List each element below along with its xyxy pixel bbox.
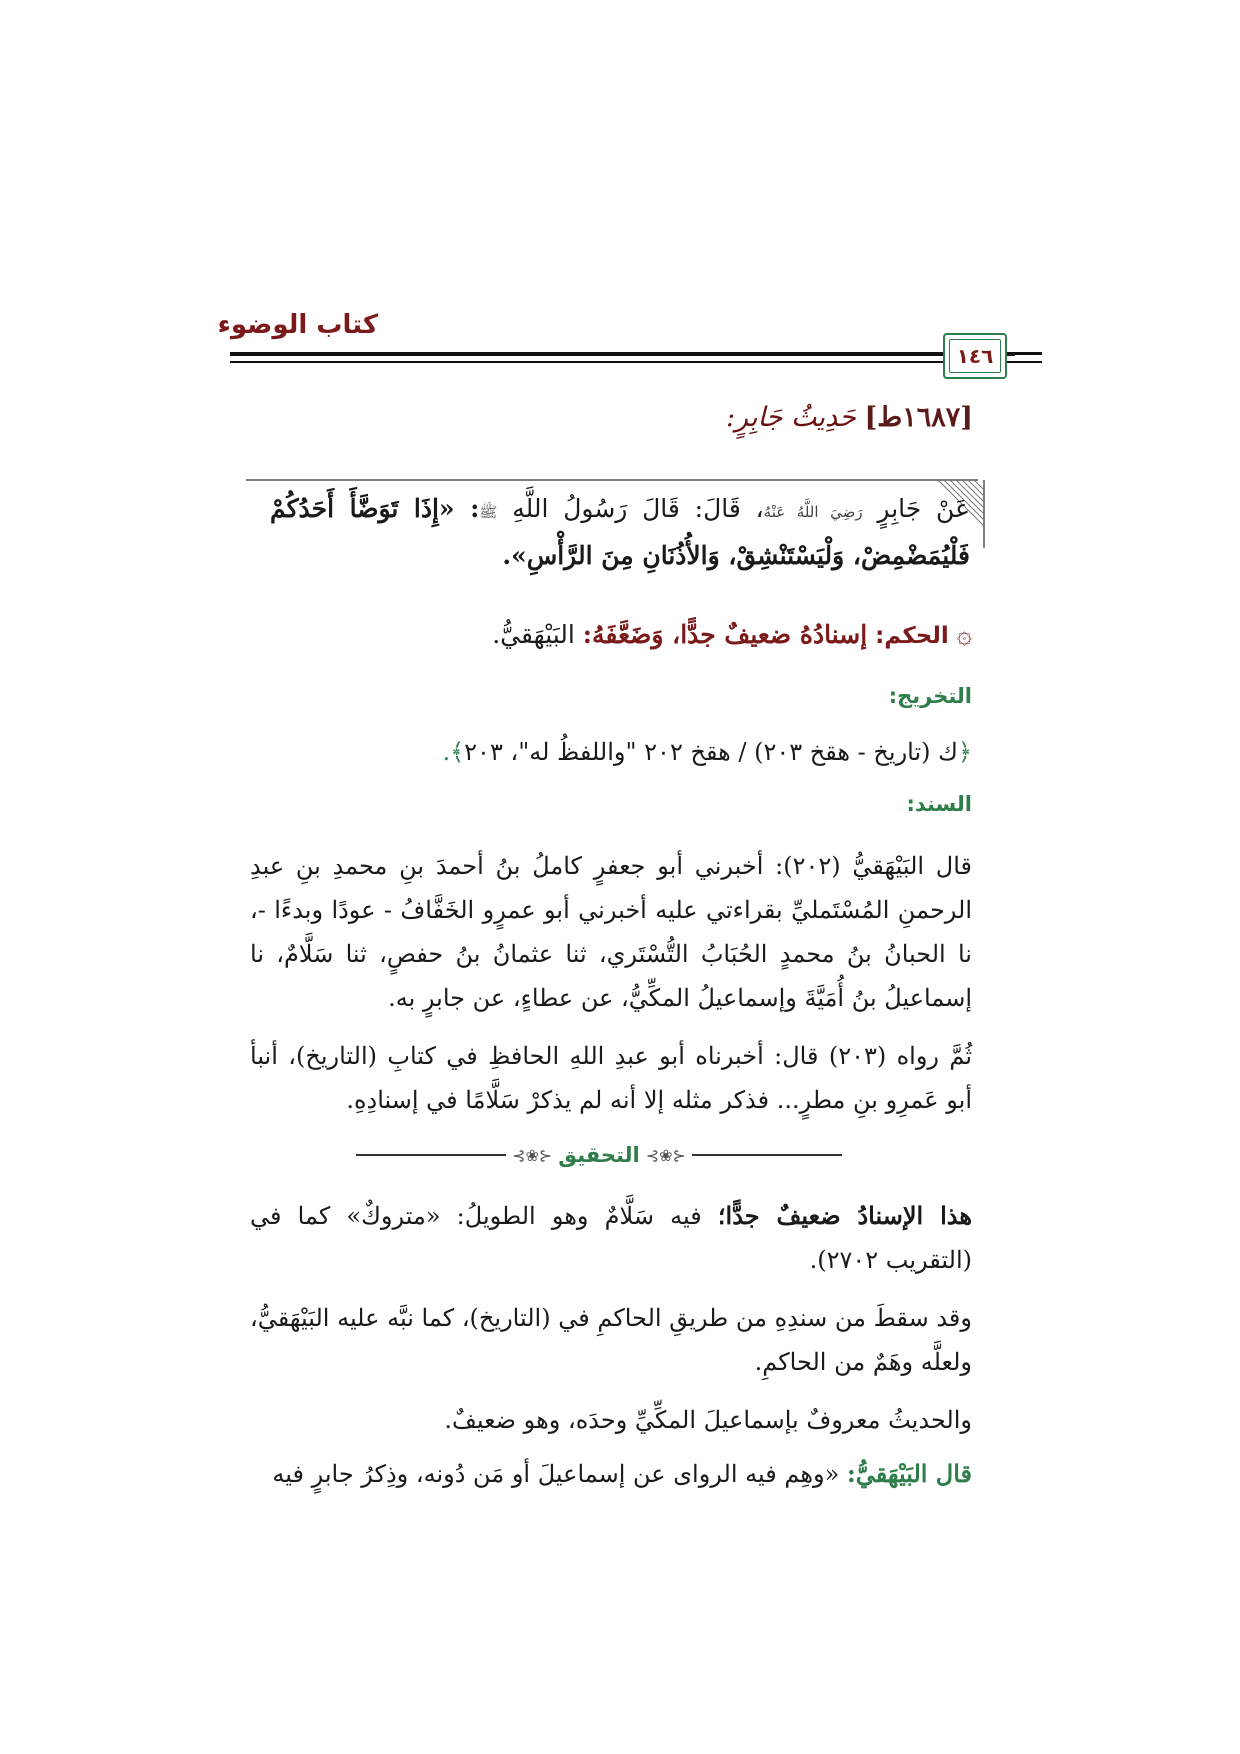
takhrij-line [442,738,972,766]
hadith-text [270,487,970,578]
divider-line-right [692,1154,842,1156]
ruling-line [492,620,972,650]
divider-ornament-left-icon: ⊰❀⊱ [512,1145,553,1165]
tahqiq-p4-lead: قال البَيْهَقيُّ: [846,1459,972,1488]
tahqiq-p1-rest: فيه سَلَّامٌ وهو الطويلُ: «متروكٌ» كما في (التقريب ٢٧٠٢). [250,1202,972,1274]
salla-honorific: ﷺ [479,503,498,521]
takhrij-close-bracket: ﴾. [442,738,465,766]
ruling-by: البَيْهَقيُّ. [492,620,575,649]
radi-honorific: رَضِيَ اللَّهُ عَنْهُ [763,503,863,521]
book-title: كتاب الوضوء [217,310,378,340]
sanad-label: السند: [906,792,972,816]
divider-line-left [356,1154,506,1156]
flower-icon: ۞ [956,620,972,650]
takhrij-text: ك (تاريخ - هقخ ٢٠٣) / هقخ ٢٠٢ "واللفظُ له"، ٢٠٣ [464,738,958,766]
hadith-number: [١٦٨٧ط] [864,402,973,433]
ruling-verdict: إسنادُهُ ضعيفٌ جدًّا، وَضَعَّفَهُ: [582,620,868,649]
page-number-badge [943,333,1007,379]
sanad-paragraph-2: ثُمَّ رواه (٢٠٣) قال: أخبرناه أبو عبدِ اللهِ الحافظِ في كتابِ (التاريخ)، أنبأ أبو عَمرِو بنِ مطرٍ... فذكر مثله إلا أنه لم يذكرْ سَلَّامًا في إسنادِهِ. [250,1042,972,1114]
hadith-title: حَدِيثُ جَابِرٍ: [725,402,856,433]
tahqiq-divider [238,1138,960,1172]
page-number: ١٤٦ [949,339,1001,373]
hadith-quote: : «إِذَا تَوَضَّأَ أَحَدُكُمْ فَلْيُمَضْمِضْ، وَلْيَسْتَنْشِقْ، وَالأُذُنَانِ مِنَ الرَّأْسِ». [270,494,970,570]
header-rule-tail-thin [1012,361,1042,363]
takhrij-label: التخريج: [888,684,972,708]
hadith-mid: ، قَالَ: قَالَ رَسُولُ اللَّهِ [497,494,764,523]
tahqiq-paragraph-1 [250,1194,972,1282]
tahqiq-paragraph-4 [250,1452,972,1496]
header-rule-thick [230,352,1015,356]
divider-ornament-right-icon: ⊰❀⊱ [645,1145,686,1165]
hadith-intro: عَنْ جَابِرٍ [862,494,970,523]
sanad-paragraph-1: قال البَيْهَقيُّ (٢٠٢): أخبرني أبو جعفرٍ كاملُ بنُ أحمدَ بنِ محمدِ بنِ عبدِ الرحمنِ المُسْتَمليِّ بقراءتي عليه أخبرني أبو عمرٍو الخَفَّافُ - عودًا وبدءًا -، نا الحبانُ بنُ محمدٍ الحُبَابُ التُّسْتَري، ثنا عثمانُ بنُ حفصٍ، ثنا سَلَّامٌ، نا إسماعيلُ بنُ أُمَيَّةَ وإسماعيلُ المكِّيُّ، عن عطاءٍ، عن جابرٍ به. [250,852,973,1012]
tahqiq-title: التحقيق [558,1143,640,1167]
tahqiq-paragraph-3: والحديثُ معروفٌ بإسماعيلَ المكِّيِّ وحدَه، وهو ضعيفٌ. [444,1406,972,1434]
tahqiq-p1-bold: هذا الإسنادُ ضعيفٌ جدًّا؛ [717,1201,973,1230]
takhrij-open-bracket: ﴿ [957,738,972,766]
tahqiq-p4-rest: «وهِم فيه الرواى عن إسماعيلَ أو مَن دُونه، وذِكرُ جابرٍ فيه [272,1460,847,1488]
header-rule-tail [1012,352,1042,355]
hadith-heading [726,402,973,433]
tahqiq-paragraph-2: وقد سقطَ من سندِهِ من طريقِ الحاكمِ في (التاريخ)، كما نبَّه عليه البَيْهَقيُّ، ولعلَّه وهَمٌ من الحاكمِ. [250,1304,972,1376]
ruling-label: الحكم: [875,623,949,649]
header-rule-thin [230,361,1015,363]
